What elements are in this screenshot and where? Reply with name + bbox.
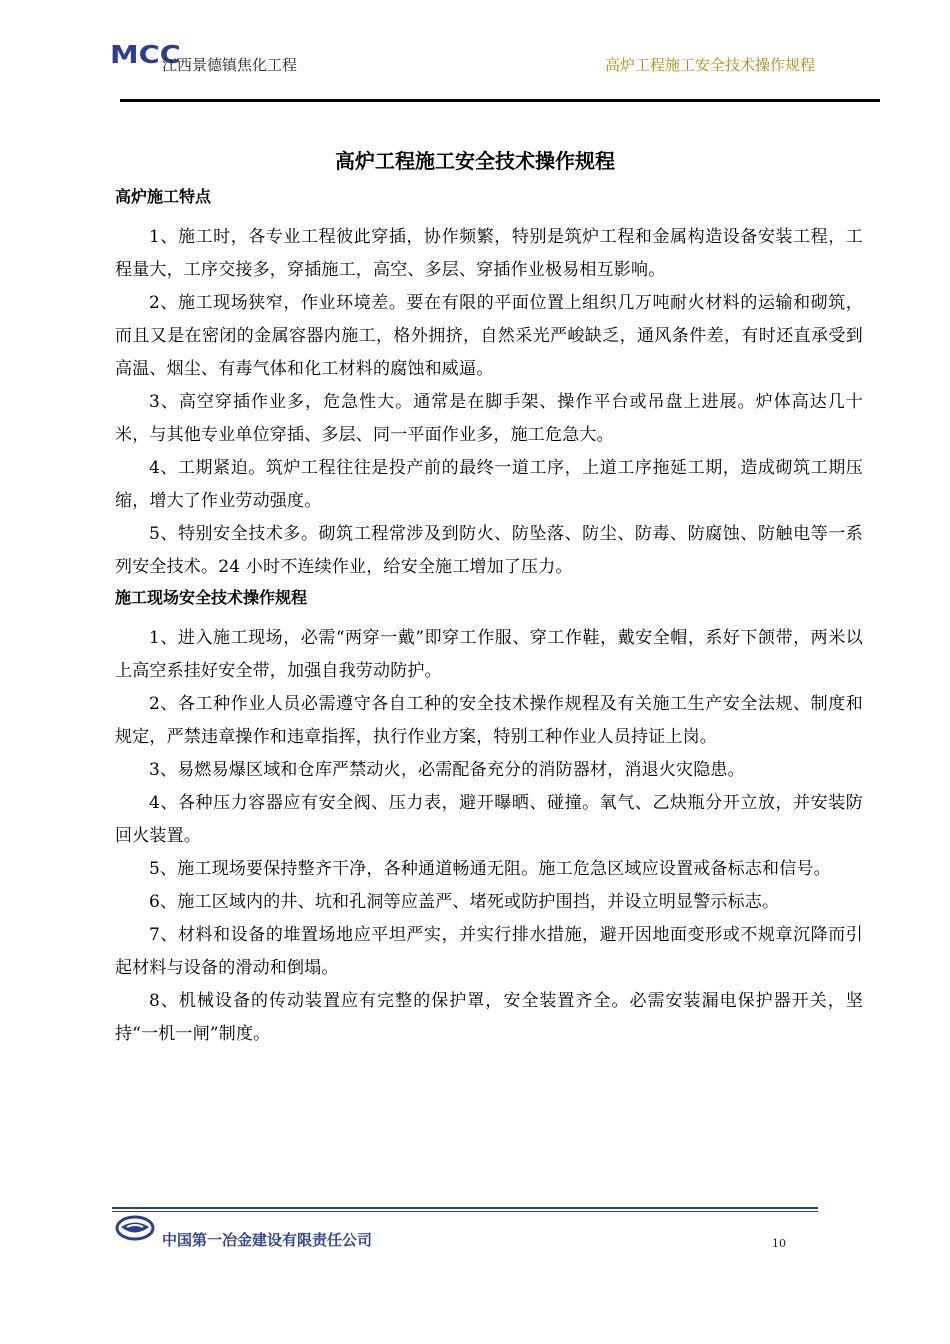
header-company-project: 江西景德镇焦化工程 — [162, 56, 298, 74]
paragraph: 2、施工现场狭窄，作业环境差。要在有限的平面位置上组织几万吨耐火材料的运输和砌筑，而且又是在密闭的金属容器内施工，格外拥挤，自然采光严峻缺乏，通风条件差，有时还直承受到高温、烟尘、有毒气体和化工材料的腐蚀和威逼。 — [115, 293, 863, 379]
header-doc-title: 高炉工程施工安全技术操作规程 — [604, 56, 815, 74]
footer-divider — [112, 1207, 818, 1209]
footer-divider-thin — [112, 1211, 818, 1212]
section-heading-site-rules: 施工现场安全技术操作规程 — [115, 588, 308, 607]
document-body — [115, 183, 863, 1051]
paragraph: 3、易燃易爆区域和仓库严禁动火，必需配备充分的消防器材，消退火灾隐患。 — [149, 760, 745, 780]
paragraph: 1、进入施工现场，必需“两穿一戴”即穿工作服、穿工作鞋，戴安全帽，系好下颌带，两米以上高空系挂好安全带，加强自我劳动防护。 — [115, 628, 863, 681]
header-divider — [120, 99, 880, 102]
paragraph: 4、各种压力容器应有安全阀、压力表，避开曝晒、碰撞。氧气、乙炔瓶分开立放，并安装防回火装置。 — [115, 793, 863, 846]
paragraph: 6、施工区域内的井、坑和孔洞等应盖严、堵死或防护围挡，并设立明显警示标志。 — [149, 892, 780, 912]
page-title: 高炉工程施工安全技术操作规程 — [335, 149, 615, 173]
paragraph: 7、材料和设备的堆置场地应平坦严实，并实行排水措施，避开因地面变形或不规章沉降而引起材料与设备的滑动和倒塌。 — [115, 925, 863, 978]
page-number: 10 — [772, 1237, 786, 1250]
paragraph: 5、特别安全技术多。砌筑工程常涉及到防火、防坠落、防尘、防毒、防腐蚀、防触电等一系列安全技术。24 小时不连续作业，给安全施工增加了压力。 — [115, 524, 863, 577]
paragraph: 5、施工现场要保持整齐干净，各种通道畅通无阻。施工危急区域应设置戒备标志和信号。 — [149, 859, 831, 879]
paragraph: 2、各工种作业人员必需遵守各自工种的安全技术操作规程及有关施工生产安全法规、制度和规定，严禁违章操作和违章指挥，执行作业方案，特别工种作业人员持证上岗。 — [115, 694, 863, 747]
paragraph: 3、高空穿插作业多，危急性大。通常是在脚手架、操作平台或吊盘上进展。炉体高达几十米，与其他专业单位穿插、多层、同一平面作业多，施工危急大。 — [115, 392, 863, 445]
footer-company-name: 中国第一冶金建设有限责任公司 — [162, 1231, 373, 1249]
company-emblem-icon — [113, 1214, 157, 1244]
paragraph: 4、工期紧迫。筑炉工程往往是投产前的最终一道工序，上道工序拖延工期，造成砌筑工期压缩，增大了作业劳动强度。 — [115, 458, 863, 511]
section-heading-features: 高炉施工特点 — [115, 187, 212, 206]
paragraph: 1、施工时，各专业工程彼此穿插，协作频繁，特别是筑炉工程和金属构造设备安装工程，工程量大，工序交接多，穿插施工，高空、多层、穿插作业极易相互影响。 — [115, 227, 863, 280]
mcc-logo-text: MCC — [110, 40, 181, 69]
paragraph: 8、机械设备的传动装置应有完整的保护罩，安全装置齐全。必需安装漏电保护器开关，坚持“一机一闸”制度。 — [115, 991, 863, 1044]
header-logo-block — [110, 40, 370, 80]
